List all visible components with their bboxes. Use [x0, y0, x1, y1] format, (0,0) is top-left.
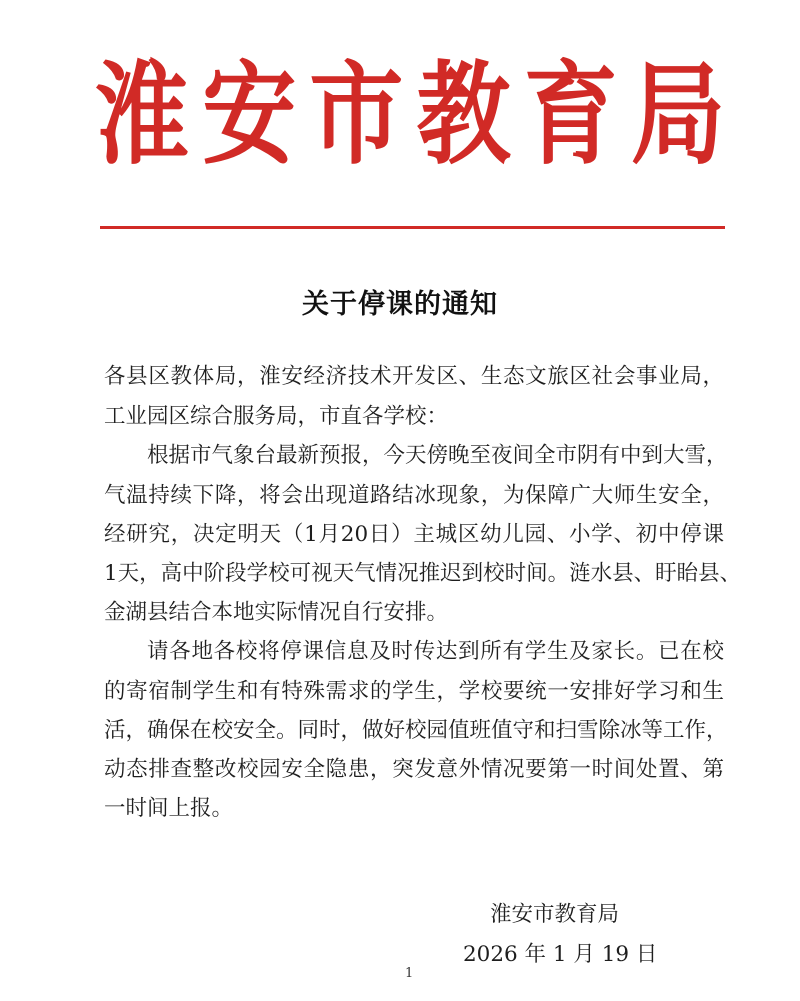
body-line-3: 根据市气象台最新预报，今天傍晚至夜间全市阴有中到大雪， [147, 443, 728, 468]
red-header-rule [100, 226, 725, 229]
body-line-11: 动态排查整改校园安全隐患，突发意外情况要第一时间处置、第 [104, 757, 724, 782]
masthead-char-2: 安 [202, 49, 297, 180]
body-line-4: 气温持续下降，将会出现道路结冰现象，为保障广大师生安全， [104, 483, 724, 508]
signature-date: 2026 年 1 月 19 日 [463, 942, 658, 967]
masthead-char-4: 教 [416, 49, 511, 180]
masthead-char-5: 育 [523, 49, 618, 180]
body-line-1: 各县区教体局，淮安经济技术开发区、生态文旅区社会事业局， [104, 364, 724, 389]
issuer-masthead [95, 49, 725, 180]
body-line-2: 工业园区综合服务局，市直各学校： [104, 404, 449, 429]
page-number: 1 [405, 966, 414, 981]
masthead-char-3: 市 [309, 49, 404, 180]
body-line-9: 的寄宿制学生和有特殊需求的学生，学校要统一安排好学习和生 [104, 679, 724, 704]
notice-title: 关于停课的通知 [302, 289, 498, 320]
signature-organization: 淮安市教育局 [490, 902, 620, 927]
body-line-6: 1天，高中阶段学校可视天气情况推迟到校时间。涟水县、盱眙县、 [104, 561, 742, 586]
body-line-5: 经研究，决定明天（1月20日）主城区幼儿园、小学、初中停课 [104, 522, 724, 547]
masthead-char-6: 局 [630, 49, 725, 180]
body-line-12: 一时间上报。 [104, 796, 234, 821]
body-line-7: 金湖县结合本地实际情况自行安排。 [104, 600, 449, 625]
body-line-10: 活，确保在校安全。同时，做好校园值班值守和扫雪除冰等工作， [104, 718, 728, 743]
body-line-8: 请各地各校将停课信息及时传达到所有学生及家长。已在校 [147, 639, 724, 664]
masthead-char-1: 淮 [95, 49, 190, 180]
